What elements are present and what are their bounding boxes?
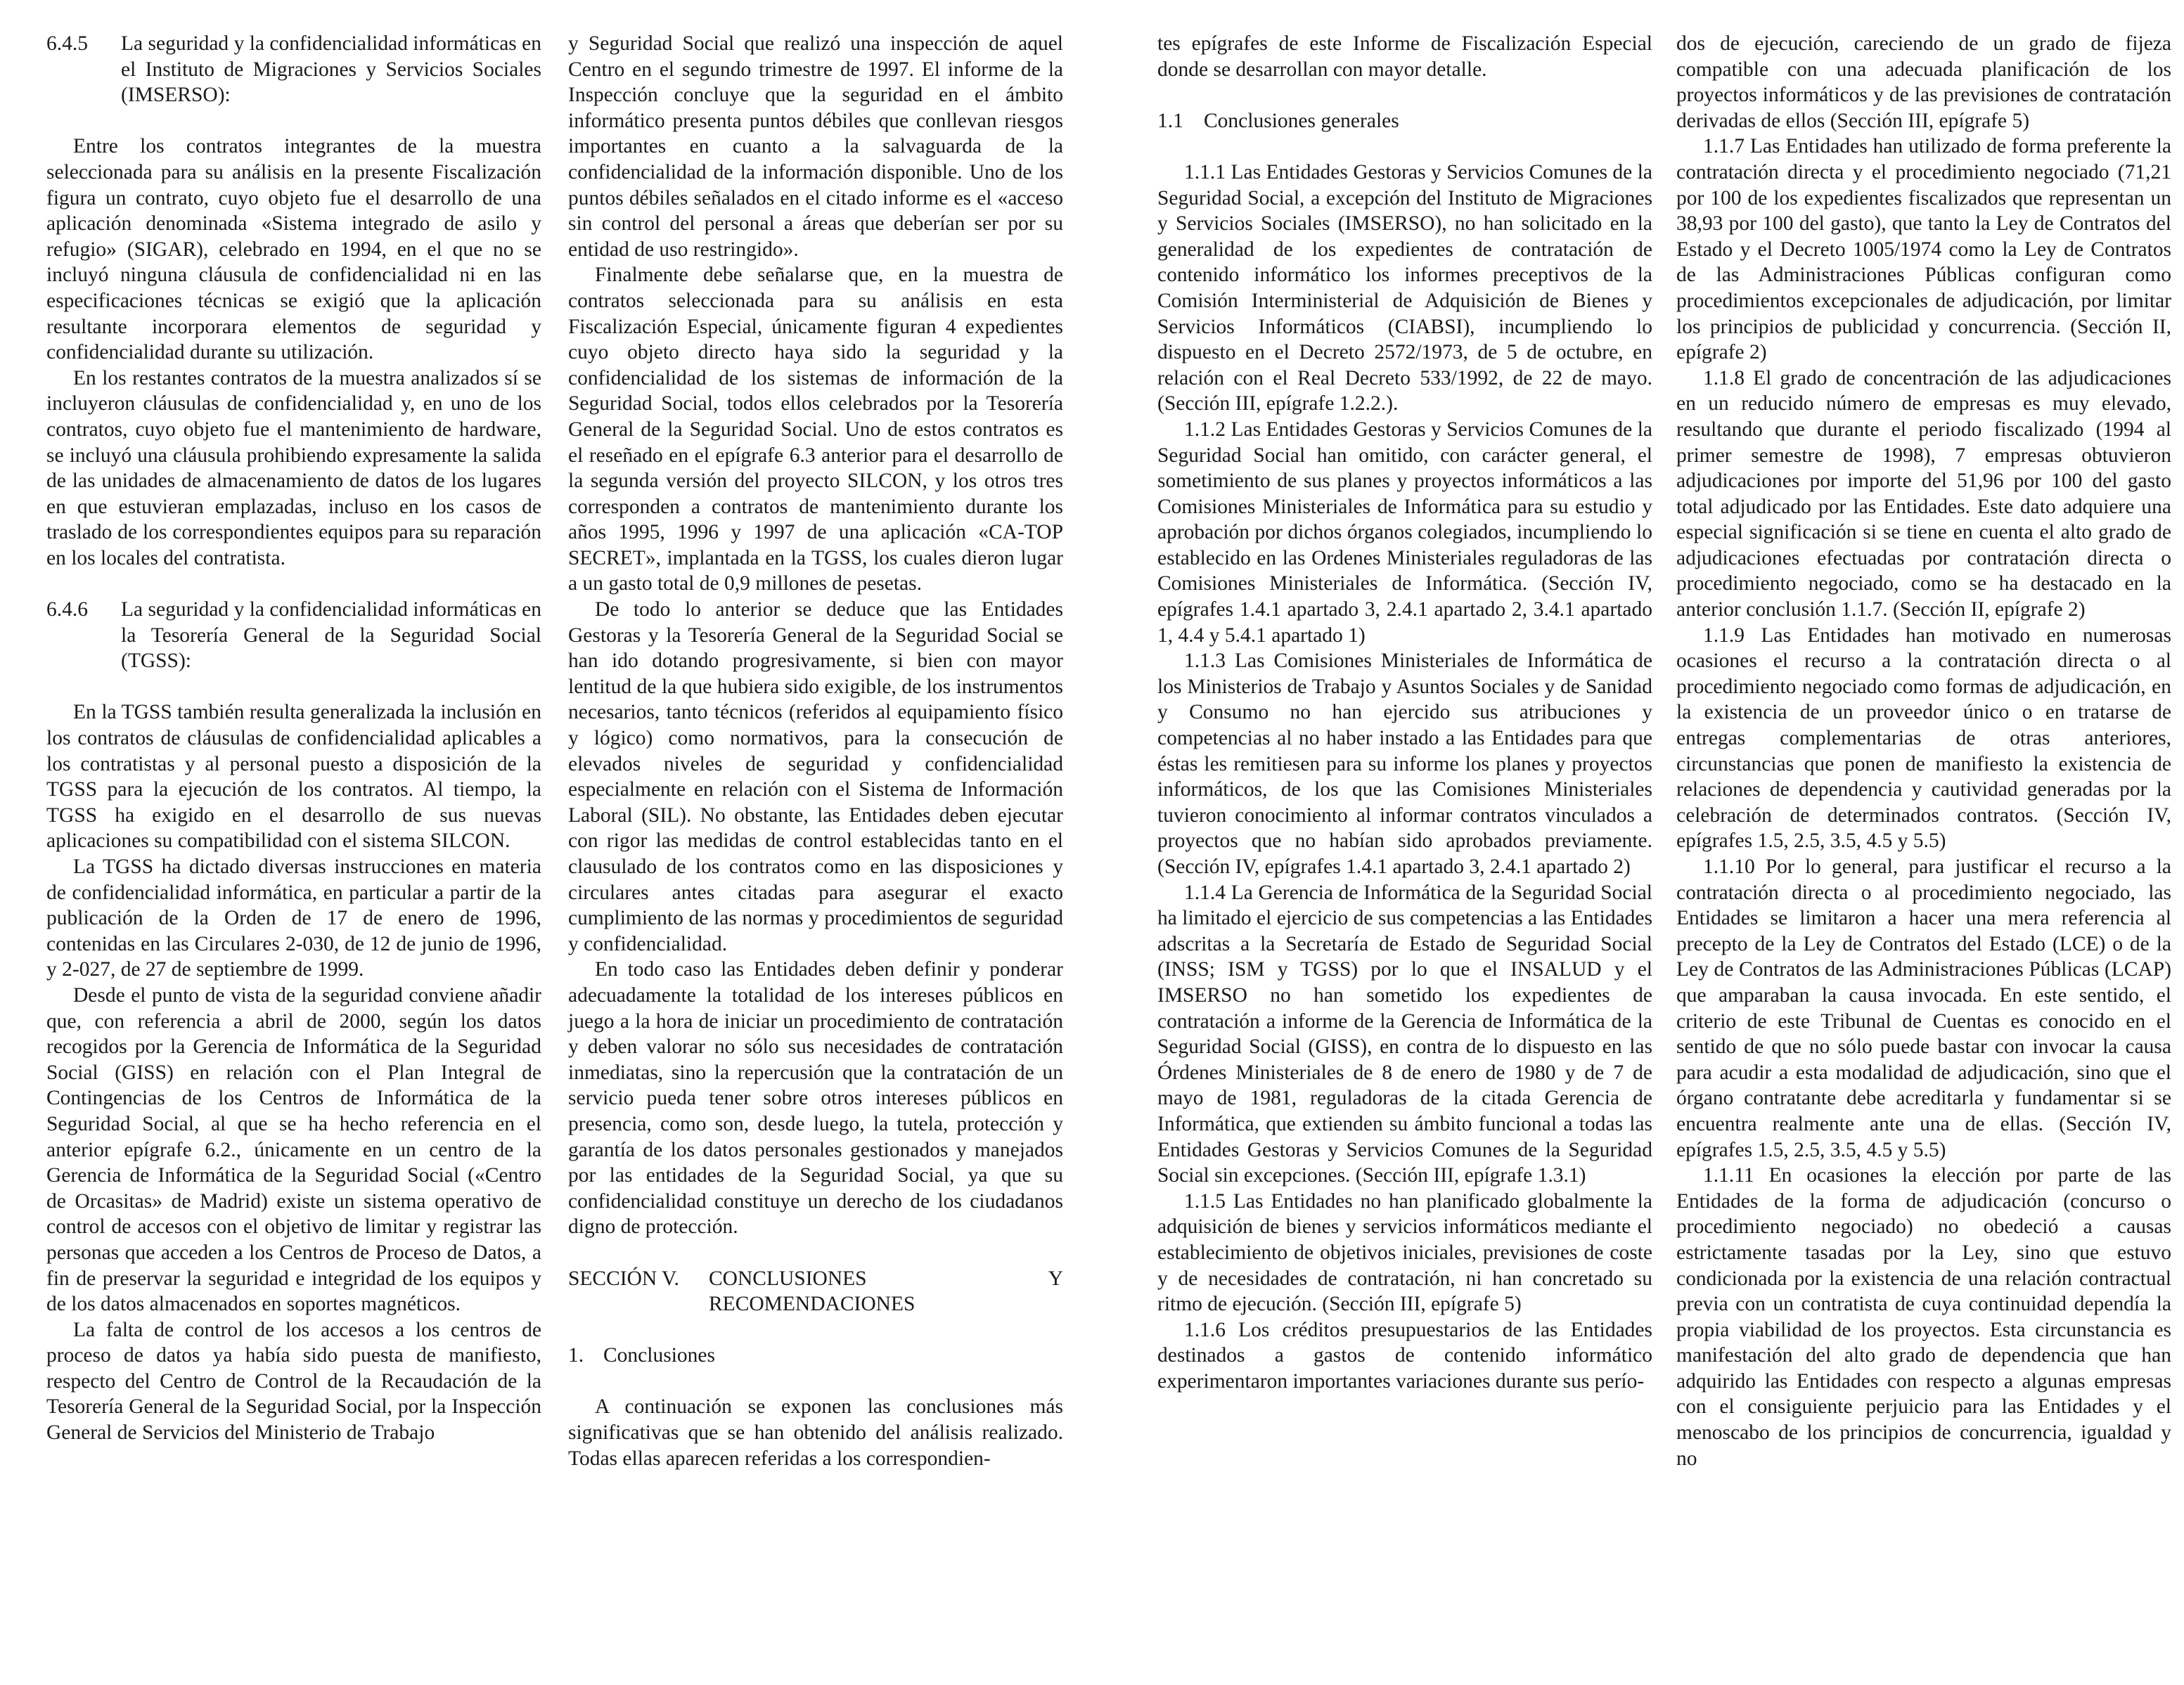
paragraph: La falta de control de los accesos a los centros de proceso de datos ya había sido puesta de manifiesto, respecto del Centro de Control de la Recaudación de la Tesorería General de la Seguridad Social, por la Inspección General de Servicios del Ministerio de Trabajo bbox=[46, 1318, 541, 1445]
heading-number: 1.1 bbox=[1157, 109, 1183, 132]
section-title: La seguridad y la confidencialidad informáticas en la Tesorería General de la Seguridad Social (TGSS): bbox=[121, 598, 541, 673]
conclusion-1-1-10: 1.1.10 Por lo general, para justificar el recurso a la contratación directa o al procedimiento negociado, las Entidades se limitaron a hacer una mera referencia al precepto de la Ley de Contratos del Estado (LCE) o de la Ley de Contratos de las Administraciones Públicas (LCAP) que amparaban la causa invocada. En este sentido, el criterio de este Tribunal de Cuentas es conocido en el sentido de que no sólo puede bastar con invocar la causa para acudir a esta modalidad de adjudicación, sino que el órgano contratante debe acreditarla y fundamentar si se encuentra realmente ante una de ellas. (Sección IV, epígrafes 1.5, 2.5, 3.5, 4.5 y 5.5) bbox=[1676, 856, 2171, 1161]
conclusion-1-1-2: 1.1.2 Las Entidades Gestoras y Servicios Comunes de la Seguridad Social han omitido, con carácter general, el sometimiento de sus planes y proyectos informáticos a las Comisiones Ministeriales de Informática para su estudio y aprobación por dichos órganos colegiados, incumpliendo lo establecido en las Ordenes Ministeriales reguladoras de las Comisiones Ministeriales de Informática. (Sección IV, epígrafes 1.4.1 apartado 3, 2.4.1 apartado 2, 3.4.1 apartado 1, 4.4 y 5.4.1 apartado 1) bbox=[1157, 418, 1652, 647]
section-title: CONCLUSIONES Y RECOMENDACIONES bbox=[709, 1267, 1063, 1316]
section-number: SECCIÓN V. bbox=[568, 1267, 679, 1290]
conclusion-1-1-11: 1.1.11 En ocasiones la elección por parte de las Entidades de la forma de adjudicación (concurso o procedimiento negociado) no obedeció a causas estrictamente tasadas por la Ley, sino que estuvo condicionada por la existencia de una relación contractual previa con un contratista de cuya continuidad dependía la propia viabilidad de los proyectos. Esta circunstancia es manifestación del alto grado de dependencia que han adquirido las Entidades con respecto a algunas empresas con el consiguiente perjuicio para las Entidades y el menoscabo de los principios de concurrencia, igualdad y no bbox=[1676, 1164, 2171, 1470]
heading-title: Conclusiones generales bbox=[1204, 109, 1399, 132]
section-heading-6-4-6 bbox=[46, 597, 541, 674]
section-v-heading bbox=[568, 1266, 1063, 1317]
column-4 bbox=[1676, 31, 2171, 1471]
paragraph: A continuación se exponen las conclusiones más significativas que se han obtenido del análisis realizado. Todas ellas aparecen referidas a los correspondien- bbox=[568, 1395, 1063, 1470]
paragraph: En los restantes contratos de la muestra analizados sí se incluyeron cláusulas de confidencialidad y, en uno de los contratos, cuyo objeto fue el mantenimiento de hardware, se incluyó una cláusula prohibiendo expresamente la salida de las unidades de almacenamiento de datos de los lugares en que estuvieran emplazadas, incluso en los casos de traslado de los correspondientes equipos para su reparación en los locales del contratista. bbox=[46, 366, 541, 569]
conclusion-1-1-6: 1.1.6 Los créditos presupuestarios de las Entidades destinados a gastos de contenido informático experimentaron importantes variaciones durante sus perío- bbox=[1157, 1318, 1652, 1393]
column-1 bbox=[46, 31, 541, 1446]
section-number: 6.4.6 bbox=[46, 598, 88, 621]
paragraph: tes epígrafes de este Informe de Fiscalización Especial donde se desarrollan con mayor detalle. bbox=[1157, 32, 1652, 81]
paragraph: En la TGSS también resulta generalizada la inclusión en los contratos de cláusulas de confidencialidad aplicables a los contratistas y al personal puesto a disposición de la TGSS para la ejecución de los contratos. Al tiempo, la TGSS ha exigido en el desarrollo de sus nuevas aplicaciones su compatibilidad con el sistema SILCON. bbox=[46, 701, 541, 853]
paragraph: dos de ejecución, careciendo de un grado de fijeza compatible con una adecuada planificación de los proyectos informáticos y de las previsiones de contratación derivadas de ellos (Sección III, epígrafe 5) bbox=[1676, 32, 2171, 132]
paragraph: De todo lo anterior se deduce que las Entidades Gestoras y la Tesorería General de la Seguridad Social se han ido dotando progresivamente, si bien con mayor lentitud de la que hubiera sido exigible, de los instrumentos necesarios, tanto técnicos (referidos al equipamiento físico y lógico) como normativos, para la consecución de elevados niveles de seguridad y confidencialidad especialmente en relación con el Sistema de Información Laboral (SIL). No obstante, las Entidades deben ejecutar con rigor las medidas de control establecidas tanto en el clausulado de los contratos como en las disposiciones y circulares antes citadas para asegurar el exacto cumplimiento de las normas y procedimientos de seguridad y confidencialidad. bbox=[568, 598, 1063, 955]
conclusion-1-1-4: 1.1.4 La Gerencia de Informática de la Seguridad Social ha limitado el ejercicio de sus competencias a las Entidades adscritas a la Secretaría de Estado de Seguridad Social (INSS; ISM y TGSS) por lo que el INSALUD y el IMSERSO no han sometido los expedientes de contratación a informe de la Gerencia de Informática de la Seguridad Social (GISS), en contra de lo dispuesto en las Órdenes Ministeriales de 8 de enero de 1980 y de 7 de mayo de 1981, reguladoras de la citada Gerencia de Informática, que extienden su ámbito funcional a todas las Entidades Gestoras y Servicios Comunes de la Seguridad Social sin excepciones. (Sección III, epígrafe 1.3.1) bbox=[1157, 881, 1652, 1187]
heading-title: Conclusiones bbox=[603, 1344, 715, 1367]
heading-conclusiones bbox=[568, 1343, 1063, 1369]
conclusion-1-1-8: 1.1.8 El grado de concentración de las adjudicaciones en un reducido número de empresas es muy elevado, resultando que durante el periodo fiscalizado (1994 al primer semestre de 1998), 7 empresas obtuvieron adjudicaciones por importe del 51,96 por 100 del gasto total adjudicado por las Entidades. Este dato adquiere una especial significación si se tiene en cuenta el alto grado de adjudicaciones efectuadas por contratación directa o procedimiento negociado, como se ha destacado en la anterior conclusión 1.1.7. (Sección II, epígrafe 2) bbox=[1676, 366, 2171, 621]
column-2 bbox=[568, 31, 1063, 1471]
paragraph: Entre los contratos integrantes de la muestra seleccionada para su análisis en la presente Fiscalización figura un contrato, cuyo objeto fue el desarrollo de una aplicación denominada «Sistema integrado de asilo y refugio» (SIGAR), celebrado en 1994, en el que no se incluyó ninguna cláusula de confidencialidad ni en las especificaciones técnicas se exigió que la aplicación resultante incorporara elementos de seguridad y confidencialidad durante su utilización. bbox=[46, 135, 541, 364]
section-heading-6-4-5 bbox=[46, 31, 541, 108]
conclusion-1-1-3: 1.1.3 Las Comisiones Ministeriales de Informática de los Ministerios de Trabajo y Asuntos Sociales y de Sanidad y Consumo no han ejercido sus atribuciones y competencias al no haber instado a las Entidades para que éstas les remitiesen para su informe los planes y proyectos informáticos, de los que las Comisiones Ministeriales tuvieron conocimiento al informar contratos vinculados a proyectos que no habían sido aprobados previamente. (Sección IV, epígrafes 1.4.1 apartado 3, 2.4.1 apartado 2) bbox=[1157, 650, 1652, 878]
paragraph: En todo caso las Entidades deben definir y ponderar adecuadamente la totalidad de los intereses públicos en juego a la hora de iniciar un procedimiento de contratación y deben valorar no sólo sus necesidades de contratación inmediatas, sino la repercusión que la contratación de un servicio pueda tener sobre otros intereses públicos en presencia, como son, desde luego, la tutela, protección y garantía de los datos personales gestionados y manejados por las entidades de la Seguridad Social, ya que su confidencialidad constituye un derecho de los ciudadanos digno de protección. bbox=[568, 958, 1063, 1239]
paragraph: Finalmente debe señalarse que, en la muestra de contratos seleccionada para su análisis en esta Fiscalización Especial, únicamente figuran 4 expedientes cuyo objeto directo haya sido la seguridad y la confidencialidad de los sistemas de información de la Seguridad Social, todos ellos celebrados por la Tesorería General de la Seguridad Social. Uno de estos contratos es el reseñado en el epígrafe 6.3 anterior para el desarrollo de la segunda versión del proyecto SILCON, y los otros tres corresponden a contratos de mantenimiento durante los años 1995, 1996 y 1997 de una aplicación «CA-TOP SECRET», implantada en la TGSS, los cuales dieron lugar a un gasto total de 0,9 millones de pesetas. bbox=[568, 264, 1063, 595]
paragraph: y Seguridad Social que realizó una inspección de aquel Centro en el segundo trimestre de 1997. El informe de la Inspección concluye que la seguridad en el ámbito informático presenta puntos débiles que conllevan riesgos importantes en cuanto a la salvaguarda de la confidencialidad de la información disponible. Uno de los puntos débiles señalados en el citado informe es el «acceso sin control del personal a áreas que deberían ser por su entidad de uso restringido». bbox=[568, 32, 1063, 261]
conclusion-1-1-1: 1.1.1 Las Entidades Gestoras y Servicios Comunes de la Seguridad Social, a excepción del Instituto de Migraciones y Servicios Sociales (IMSERSO), no han solicitado en la generalidad de los expedientes de contratación de contenido informático los informes preceptivos de la Comisión Interministerial de Adquisición de Bienes y Servicios Informáticos (CIABSI), incumpliendo lo dispuesto en el Decreto 2572/1973, de 5 de octubre, en relación con el Real Decreto 533/1992, de 22 de mayo. (Sección III, epígrafe 1.2.2.). bbox=[1157, 160, 1652, 415]
section-number: 6.4.5 bbox=[46, 32, 88, 55]
section-title: La seguridad y la confidencialidad informáticas en el Instituto de Migraciones y Servicios Sociales (IMSERSO): bbox=[121, 32, 541, 107]
paragraph: La TGSS ha dictado diversas instrucciones en materia de confidencialidad informática, en particular a partir de la publicación de la Orden de 17 de enero de 1996, contenidas en las Circulares 2-030, de 12 de junio de 1996, y 2-027, de 27 de septiembre de 1999. bbox=[46, 856, 541, 981]
column-3 bbox=[1157, 31, 1652, 1394]
heading-number: 1. bbox=[568, 1344, 584, 1367]
conclusion-1-1-9: 1.1.9 Las Entidades han motivado en numerosas ocasiones el recurso a la contratación directa o al procedimiento negociado como formas de adjudicación, en la existencia de un proveedor único o en tratarse de entregas complementarias de otras anteriores, circunstancias que ponen de manifiesto la existencia de relaciones de dependencia y cautividad generadas por la celebración de determinados contratos. (Sección IV, epígrafes 1.5, 2.5, 3.5, 4.5 y 5.5) bbox=[1676, 624, 2171, 853]
conclusion-1-1-5: 1.1.5 Las Entidades no han planificado globalmente la adquisición de bienes y servicios informáticos mediante el establecimiento de objetivos iniciales, previsiones de coste y de necesidades de contratación, ni han concretado su ritmo de ejecución. (Sección III, epígrafe 5) bbox=[1157, 1189, 1652, 1316]
conclusion-1-1-7: 1.1.7 Las Entidades han utilizado de forma preferente la contratación directa y el procedimiento negociado (71,21 por 100 de los expedientes fiscalizados que representan un 38,93 por 100 del gasto), que tanto la Ley de Contratos del Estado y el Decreto 1005/1974 como la Ley de Contratos de las Administraciones Públicas configuran como procedimientos excepcionales de adjudicación, por limitar los principios de publicidad y concurrencia. (Sección II, epígrafe 2) bbox=[1676, 135, 2171, 364]
heading-conclusiones-generales bbox=[1157, 108, 1652, 134]
paragraph: Desde el punto de vista de la seguridad conviene añadir que, con referencia a abril de 2000, según los datos recogidos por la Gerencia de Informática de la Seguridad Social (GISS) en relación con el Plan Integral de Contingencias de los Centros de Informática de la Seguridad Social, al que se ha hecho referencia en el anterior epígrafe 6.2., únicamente en un centro de la Gerencia de Informática de la Seguridad Social («Centro de Orcasitas» de Madrid) existe un sistema operativo de control de accesos con el objetivo de limitar y registrar las personas que acceden a los Centros de Proceso de Datos, a fin de preservar la seguridad e integridad de los equipos y de los datos almacenados en soportes magnéticos. bbox=[46, 983, 541, 1316]
